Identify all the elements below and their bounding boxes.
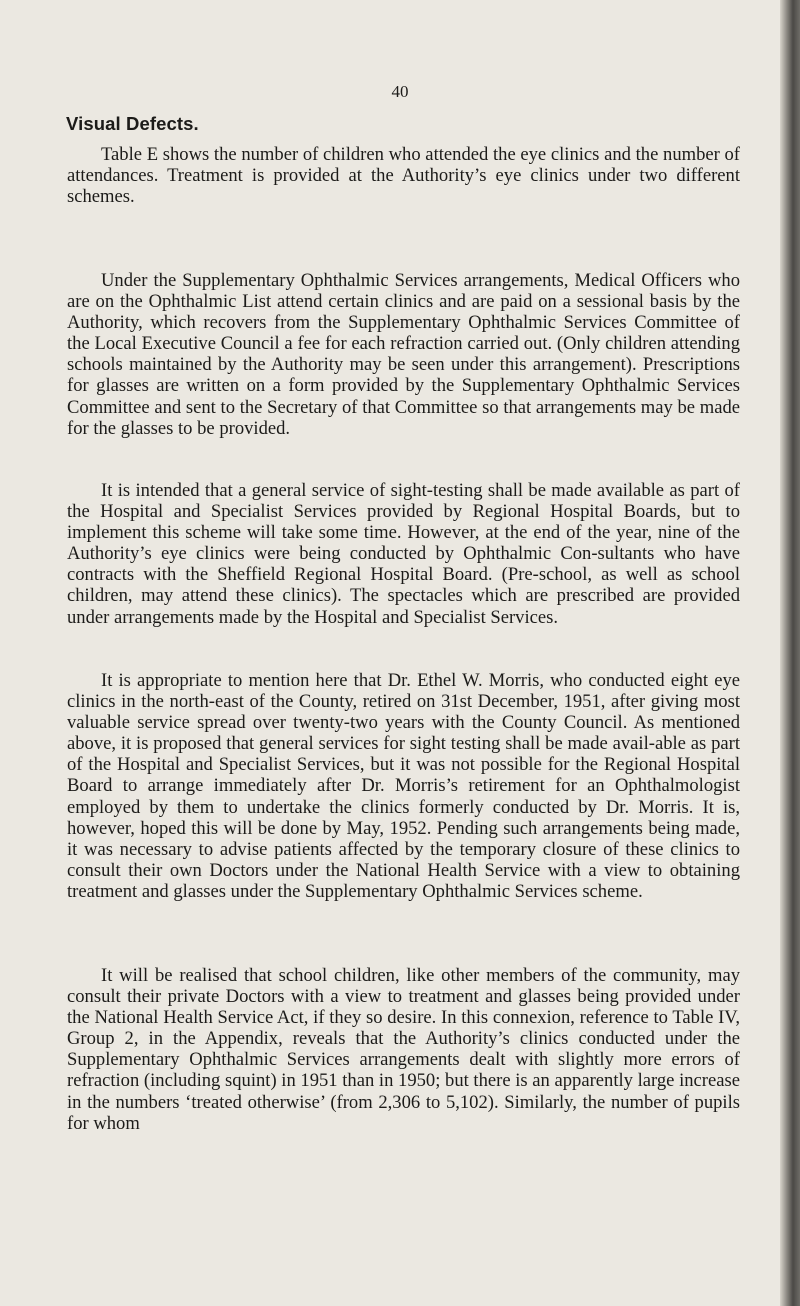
paragraph-private-doctors: It will be realised that school children, like other members of the community, may consult their private Doctors with a view to treatment and glasses being provided under the National Health Service Act, if they so desire. In this connexion, reference to Table IV, Group 2, in the Appendix, reveals that the Authority’s clinics conducted under the Supplementary Ophthalmic Services arrangements dealt with slightly more errors of refraction (including squint) in 1951 than in 1950; but there is an apparently large increase in the numbers ‘treated otherwise’ (from 2,306 to 5,102). Similarly, the number of pupils for whom [67, 965, 740, 1134]
section-heading: Visual Defects. [66, 113, 199, 134]
page-edge-shadow [780, 0, 800, 1306]
paragraph-dr-morris: It is appropriate to mention here that Dr. Ethel W. Morris, who conducted eight eye clinics in the north-east of the County, retired on 31st December, 1951, after giving most valuable service spread over twenty-two years with the County Council. As mentioned above, it is proposed that general services for sight testing shall be made avail-able as part of the Hospital and Specialist Services, but it was not possible for the Regional Hospital Board to arrange immediately after Dr. Morris’s retirement for an Ophthalmologist employed by them to undertake the clinics formerly conducted by Dr. Morris. It is, however, hoped this will be done by May, 1952. Pending such arrangements being made, it was necessary to advise patients affected by the temporary closure of these clinics to consult their own Doctors under the National Health Service with a view to obtaining treatment and glasses under the Supplementary Ophthalmic Services scheme. [67, 670, 740, 902]
paragraph-sight-testing: It is intended that a general service of sight-testing shall be made available as part of the Hospital and Specialist Services provided by Regional Hospital Boards, but to implement this scheme will take some time. However, at the end of the year, nine of the Authority’s eye clinics were being conducted by Ophthalmic Con-sultants who have contracts with the Sheffield Regional Hospital Board. (Pre-school, as well as school children, may attend these clinics). The spectacles which are prescribed are provided under arrangements made by the Hospital and Specialist Services. [67, 480, 740, 628]
paragraph-supplementary-services: Under the Supplementary Ophthalmic Services arrangements, Medical Officers who are on the Ophthalmic List attend certain clinics and are paid on a sessional basis by the Authority, which recovers from the Supplementary Ophthalmic Services Committee of the Local Executive Council a fee for each refraction carried out. (Only children attending schools maintained by the Authority may be seen under this arrangement). Prescriptions for glasses are written on a form provided by the Supplementary Ophthalmic Services Committee and sent to the Secretary of that Committee so that arrangements may be made for the glasses to be provided. [67, 270, 740, 439]
paragraph-table-e: Table E shows the number of children who attended the eye clinics and the number of attendances. Treatment is provided at the Authority’s eye clinics under two different schemes. [67, 144, 740, 208]
page-number: 40 [391, 82, 409, 101]
